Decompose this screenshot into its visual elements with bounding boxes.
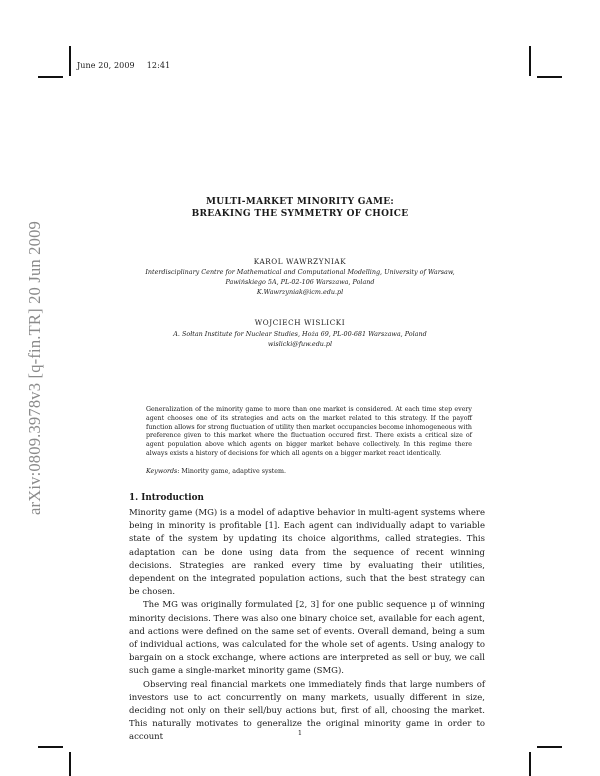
title-line-1: MULTI-MARKET MINORITY GAME: <box>205 197 395 207</box>
author-affiliation <box>0 267 600 297</box>
header-date: June 20, 2009 <box>77 61 135 70</box>
keywords-list: : Minority game, adaptive system. <box>177 468 286 475</box>
crop-mark <box>38 76 63 78</box>
crop-mark <box>69 46 71 76</box>
abstract: Generalization of the minority game to more than one market is considered. At each time step every agent chooses one of its strategies and acts on the market related to this strategy. If the payoff function allows for strong fluctuation of utility then market occupancies become inhomogeneous with preference given to this market where the fluctuation occured first. There exists a critical size of agent population above which agents on bigger market behave collectively. In this regime there always exists a history of decisions for which all agents on a bigger market react identically. <box>146 406 472 457</box>
crop-mark <box>537 76 562 78</box>
crop-mark <box>537 746 562 748</box>
running-header <box>77 61 170 70</box>
header-time: 12:41 <box>146 61 171 70</box>
author-email: wislicki@fuw.edu.pl <box>267 340 333 348</box>
crop-mark <box>38 746 63 748</box>
author-name: KAROL WAWRZYNIAK <box>253 257 347 266</box>
affiliation-line: A. Sołtan Institute for Nuclear Studies, Hoża 69, PL-00-681 Warszawa, Poland <box>173 330 427 338</box>
author-email: K.Wawrzyniak@icm.edu.pl <box>256 288 344 296</box>
paper-title <box>0 196 600 220</box>
crop-mark <box>69 752 71 776</box>
section-heading: 1. Introduction <box>129 493 204 503</box>
keywords <box>146 468 286 475</box>
arxiv-stamp: arXiv:0809.3978v3 [q-fin.TR] 20 Jun 2009 <box>25 221 44 515</box>
affiliation-line: Interdisciplinary Centre for Mathematical and Computational Modelling, University of Warsaw, <box>145 268 455 276</box>
paragraph: The MG was originally formulated [2, 3] for one public sequence μ of winning minority decisions. There was also one binary choice set, available for each agent, and actions were defined on the same set of events. Overall demand, being a sum of individual actions, was calculated for the whole set of agents. Using analogy to bargain on a stock exchange, where actions are interpreted as sell or buy, we call such game a single-market minority game (SMG). <box>129 600 485 677</box>
crop-mark <box>529 46 531 76</box>
author-affiliation <box>0 329 600 349</box>
affiliation-line: Pawińskiego 5A, PL-02-106 Warszawa, Poland <box>225 278 375 286</box>
title-line-2: BREAKING THE SYMMETRY OF CHOICE <box>191 209 409 219</box>
keywords-label: Keywords <box>146 468 178 475</box>
author-name: WOJCIECH WISLICKI <box>254 318 346 327</box>
body-text <box>129 507 485 745</box>
paragraph: Observing real financial markets one immediately finds that large numbers of investors use to act concurrently on many markets, usually different in size, deciding not only on their sell/buy actions but, first of all, choosing the market. This naturally motivates to generalize the original minority game in order to account <box>129 679 485 743</box>
paragraph: Minority game (MG) is a model of adaptive behavior in multi-agent systems where being in minority is profitable [1]. Each agent can individually adapt to variable state of the system by updating its choice algorithms, called strategies. This adaptation can be done using data from the sequence of recent winning decisions. Strategies are ranked every time by evaluating their utilities, dependent on the integrated population actions, such that the best strategy can be chosen. <box>129 508 485 598</box>
page-number: 1 <box>297 729 303 737</box>
crop-mark <box>529 752 531 776</box>
